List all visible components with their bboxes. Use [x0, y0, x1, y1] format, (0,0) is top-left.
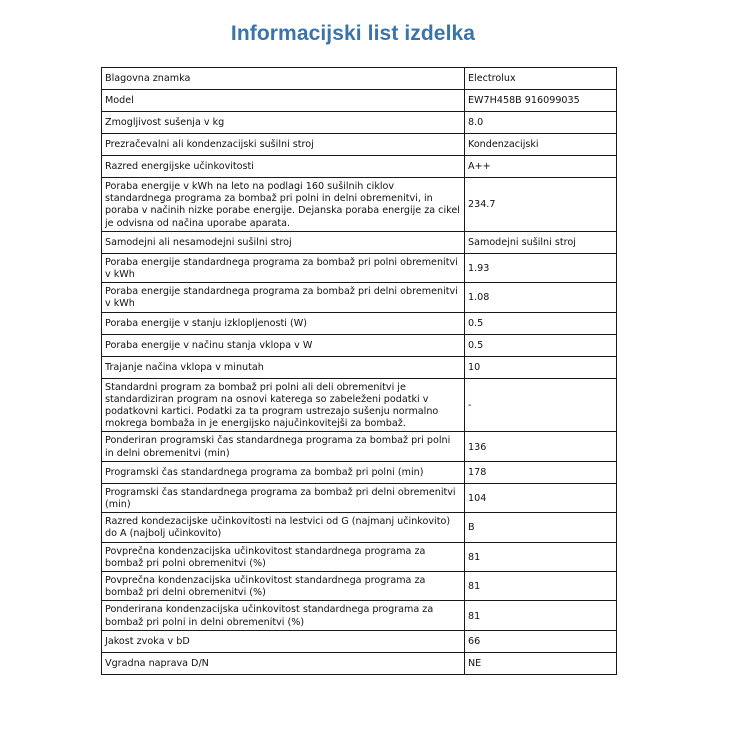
table-row [102, 483, 617, 512]
table-row [102, 90, 617, 112]
row-label: Zmogljivost sušenja v kg [102, 112, 465, 134]
row-label: Razred energijske učinkovitosti [102, 156, 465, 178]
row-value: 104 [465, 483, 617, 512]
row-label: Trajanje načina vklopa v minutah [102, 356, 465, 378]
table-row [102, 312, 617, 334]
row-label: Blagovna znamka [102, 68, 465, 90]
table-row [102, 253, 617, 282]
row-value: 10 [465, 356, 617, 378]
row-label: Ponderiran programski čas standardnega programa za bombaž pri polni in delni obremenitvi (min) [102, 432, 465, 461]
table-row [102, 542, 617, 571]
table-row [102, 513, 617, 542]
row-value: 66 [465, 630, 617, 652]
row-label: Model [102, 90, 465, 112]
row-value: 0.5 [465, 312, 617, 334]
row-label: Povprečna kondenzacijska učinkovitost standardnega programa za bombaž pri delni obremenitvi (%) [102, 572, 465, 601]
table-row [102, 156, 617, 178]
table-row [102, 231, 617, 253]
table-row [102, 112, 617, 134]
row-value: 8.0 [465, 112, 617, 134]
row-label: Poraba energije v stanju izklopljenosti (W) [102, 312, 465, 334]
row-value: 234.7 [465, 178, 617, 232]
row-value: NE [465, 652, 617, 674]
row-value: Kondenzacijski [465, 134, 617, 156]
row-value: EW7H458B 916099035 [465, 90, 617, 112]
table-row [102, 178, 617, 232]
table-row [102, 432, 617, 461]
row-value: 81 [465, 542, 617, 571]
table-row [102, 461, 617, 483]
row-value: Samodejni sušilni stroj [465, 231, 617, 253]
table-row [102, 601, 617, 630]
product-info-table [101, 67, 617, 675]
table-row [102, 630, 617, 652]
page-title: Informacijski list izdelka [230, 22, 476, 45]
row-label: Samodejni ali nesamodejni sušilni stroj [102, 231, 465, 253]
row-value: B [465, 513, 617, 542]
row-value: 1.08 [465, 283, 617, 312]
row-label: Poraba energije v načinu stanja vklopa v W [102, 334, 465, 356]
table-row [102, 134, 617, 156]
row-value: 1.93 [465, 253, 617, 282]
row-value: 81 [465, 601, 617, 630]
product-info-table-body [102, 68, 617, 675]
row-label: Vgradna naprava D/N [102, 652, 465, 674]
row-value: - [465, 378, 617, 432]
table-row [102, 283, 617, 312]
row-value: Electrolux [465, 68, 617, 90]
table-row [102, 356, 617, 378]
row-label: Povprečna kondenzacijska učinkovitost standardnega programa za bombaž pri polni obremenitvi (%) [102, 542, 465, 571]
row-label: Programski čas standardnega programa za bombaž pri polni (min) [102, 461, 465, 483]
row-value: A++ [465, 156, 617, 178]
row-label: Poraba energije v kWh na leto na podlagi 160 sušilnih ciklov standardnega programa za bombaž pri polni in delni obremenitvi, in poraba v načinih nizke porabe energije. Dejanska poraba energije za cikel je odvisna od načina uporabe aparata. [102, 178, 465, 232]
row-label: Programski čas standardnega programa za bombaž pri delni obremenitvi (min) [102, 483, 465, 512]
row-label: Prezračevalni ali kondenzacijski sušilni stroj [102, 134, 465, 156]
row-label: Jakost zvoka v bD [102, 630, 465, 652]
table-row [102, 68, 617, 90]
row-value: 136 [465, 432, 617, 461]
row-label: Poraba energije standardnega programa za bombaž pri polni obremenitvi v kWh [102, 253, 465, 282]
table-row [102, 334, 617, 356]
row-label: Poraba energije standardnega programa za bombaž pri delni obremenitvi v kWh [102, 283, 465, 312]
table-row [102, 572, 617, 601]
row-value: 0.5 [465, 334, 617, 356]
row-label: Ponderirana kondenzacijska učinkovitost standardnega programa za bombaž pri polni in delni obremenitvi (%) [102, 601, 465, 630]
table-row [102, 652, 617, 674]
row-value: 81 [465, 572, 617, 601]
row-label: Standardni program za bombaž pri polni ali deli obremenitvi je standardiziran program na osnovi katerega so zabeleženi podatki v podatkovni kartici. Podatki za ta program ustrezajo sušenju normalno mokrega bombaža in je energijsko najučinkovitejši za bombaž. [102, 378, 465, 432]
row-value: 178 [465, 461, 617, 483]
row-label: Razred kondezacijske učinkovitosti na lestvici od G (najmanj učinkovito) do A (najbolj učinkovito) [102, 513, 465, 542]
table-row [102, 378, 617, 432]
